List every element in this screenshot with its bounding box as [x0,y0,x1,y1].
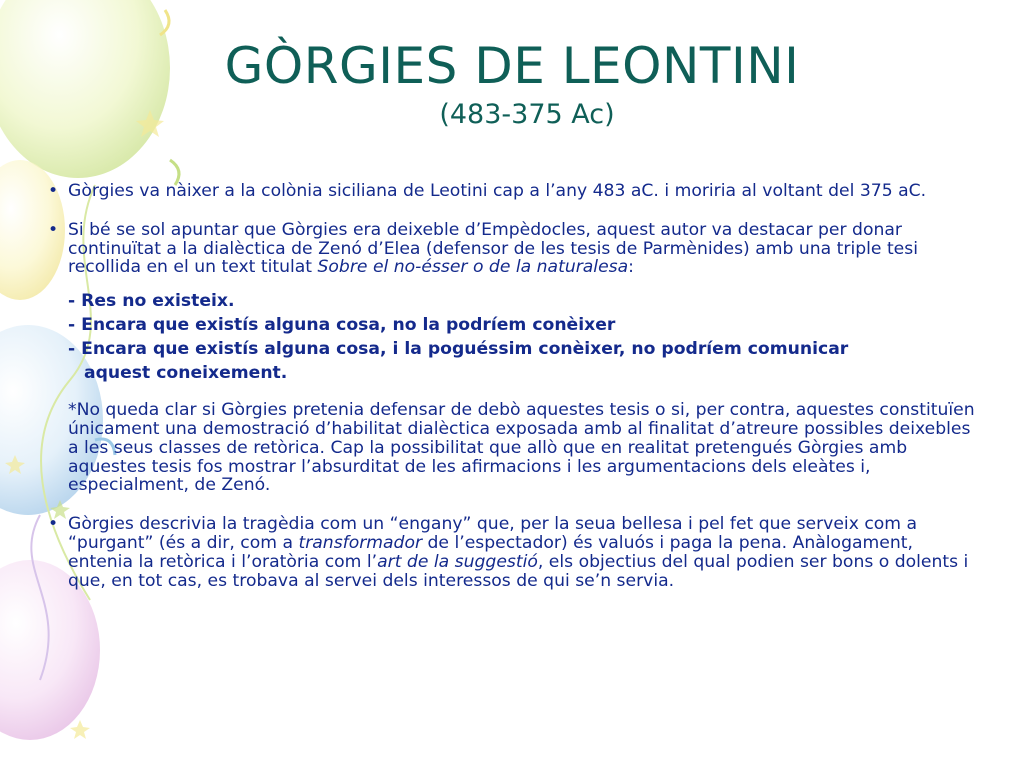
tragedy-term-1: transformador [298,532,423,553]
star-4 [70,720,90,739]
thesis-2: - Encara que existís alguna cosa, no la podríem conèixer [68,315,616,336]
thesis-3: - Encara que existís alguna cosa, i la poguéssim conèixer, no podríem comunicar [68,339,849,360]
slide-title: GÒRGIES DE LEONTINI [224,37,800,95]
thesis-1: - Res no existeix. [68,291,235,312]
tragedy-text-c: , els objectius del qual podien ser bons o dolents i que, en tot cas, es trobava al servei dels interessos de qui se’n servia. [68,551,969,591]
slide-body [48,182,980,590]
bullet-marker: • [48,219,59,240]
bullet-tragedy [48,515,980,590]
dialectic-end: : [628,257,634,278]
slide-subtitle: (483-375 Ac) [439,99,615,130]
thesis-list [48,289,980,385]
work-title: Sobre el no-ésser o de la naturalesa [317,257,629,278]
tragedy-term-2: art de la suggestió [377,551,538,572]
note-paragraph: *No queda clar si Gòrgies pretenia defensar de debò aquestes tesis o si, per contra, aquestes constituïen únicament una demostració d’habilitat dialèctica exposada amb al finalitat d’atreure possibles deixebles a les seus classes de retòrica. Cap la possibilitat que allò que en realitat pretengués Gòrgies amb aquestes tesis fos mostrar l’absurditat de les afirmacions i les argumentacions dels eleàtes i, especialment, de Zenó. [68,400,975,496]
tragedy-text-b: de l’espectador) és valuós i paga la pena. Anàlogament, entenia la retòrica i l’oratòria com l’ [68,532,913,572]
birth-text: Gòrgies va nàixer a la colònia siciliana de Leotini cap a l’any 483 aC. i moriria al voltant del 375 aC. [68,181,927,201]
bullet-marker: • [48,514,59,535]
tragedy-text-a: Gòrgies descrivia la tragèdia com un “engany” que, per la seua bellesa i pel fet que serveix com a “purgant” (és a dir, com a [68,514,918,553]
bullet-marker: • [48,181,59,201]
bullet-birth [48,182,980,201]
thesis-3-continued: aquest coneixement. [84,363,288,384]
bullet-dialectic [48,221,980,277]
dialectic-text: Si bé se sol apuntar que Gòrgies era deixeble d’Empèdocles, aquest autor va destacar per donar continuïtat a la dialèctica de Zenó d’Elea (defensor de les tesis de Parmènides) amb una triple tesi recollida en el un text titulat [68,219,918,278]
